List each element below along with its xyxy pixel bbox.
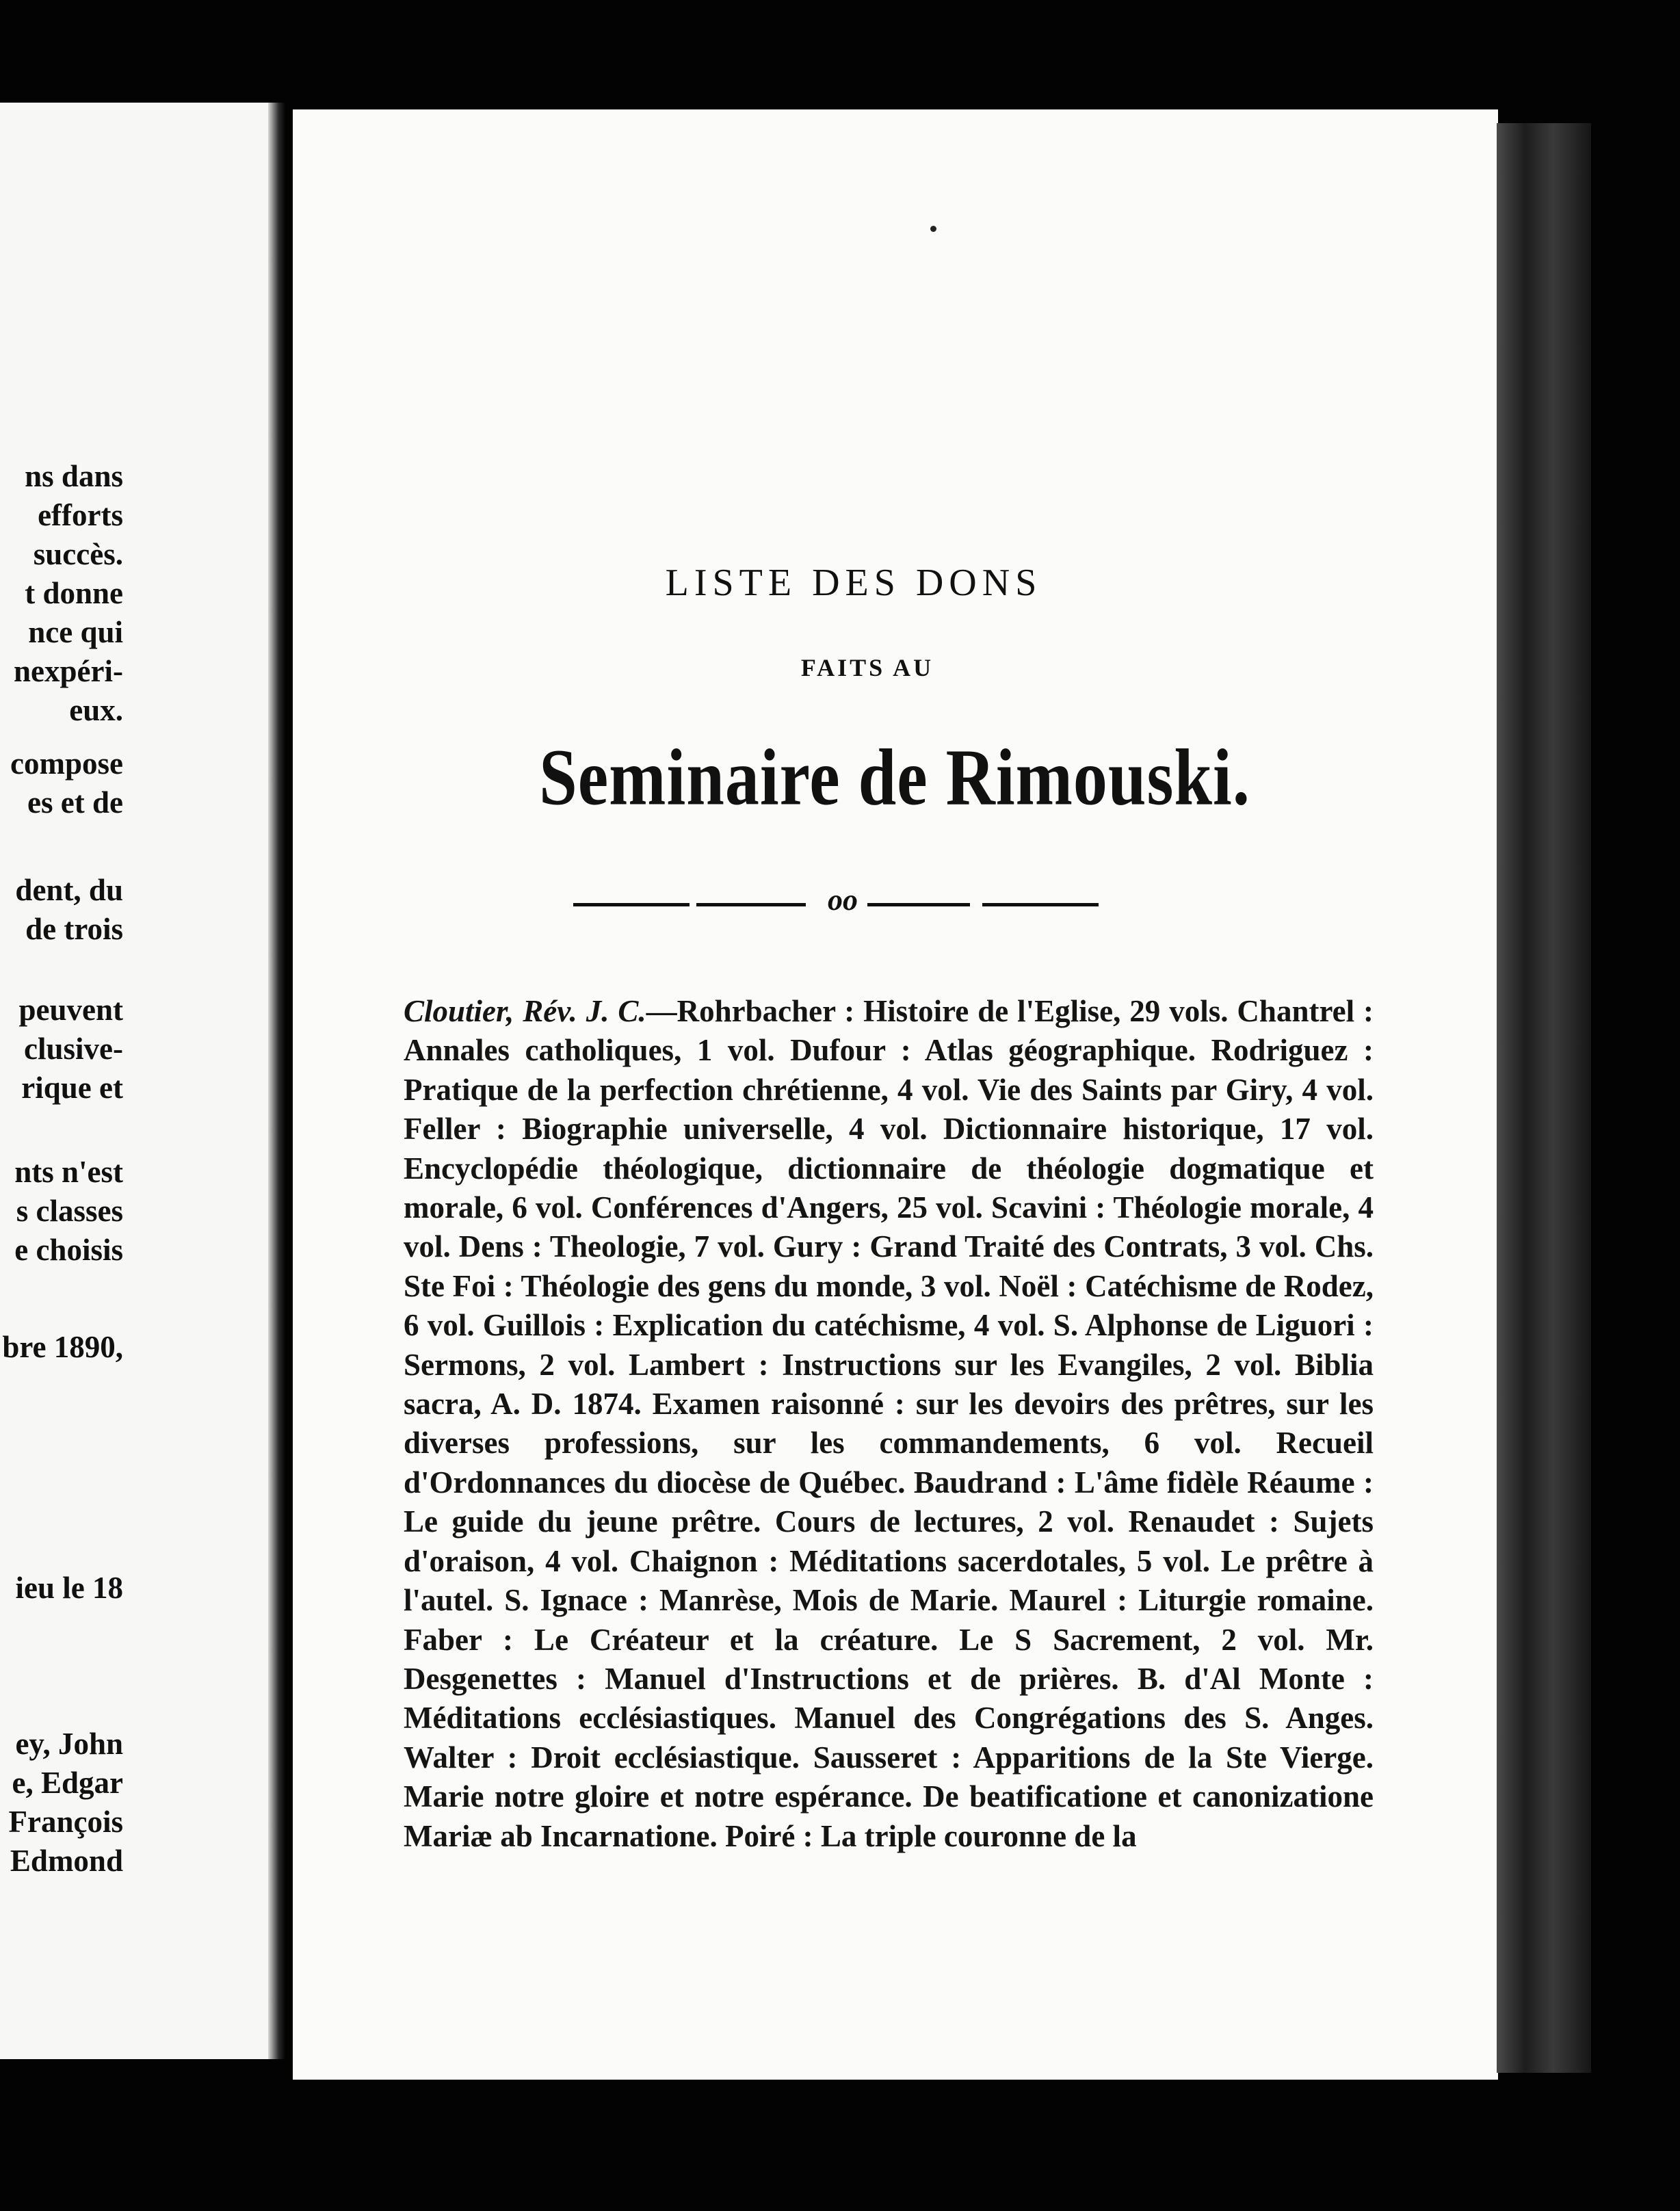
left-line: clusive- [24, 1032, 123, 1066]
left-line: ns dans [25, 459, 123, 493]
left-line: compose [10, 746, 123, 781]
left-line: e choisis [14, 1233, 123, 1267]
left-line: de trois [25, 912, 123, 946]
left-line: rique et [21, 1071, 123, 1105]
left-line: nce qui [28, 615, 123, 649]
left-line: nexpéri- [14, 654, 123, 688]
left-line: ieu le 18 [15, 1571, 123, 1605]
main-page [293, 109, 1498, 2080]
title-liste-des-dons: LISTE DES DONS [665, 562, 1042, 604]
left-line: eux. [69, 693, 123, 727]
left-line: François [8, 1805, 123, 1839]
title-seminaire: Seminaire de Rimouski. [539, 732, 1250, 822]
rule-segment [696, 903, 806, 906]
rule-segment [573, 903, 690, 906]
donation-items: —Rohrbacher : Histoire de l'Eglise, 29 vols. Chantrel : Annales catholiques, 1 vol. Dufour : Atlas géographique. Rodriguez : Pratique de la perfection chrétienne, 4 vol. Vie des Saints par Giry, 4 vol. Feller : Biographie universelle, 4 vol. Dictionnaire historique, 17 vol. Encyclopédie théologique, dictionnaire de théologie dogmatique et morale, 6 vol. Conférences d'Angers, 25 vol. Scavini : Théologie morale, 4 vol. Dens : Theologie, 7 vol. Gury : Grand Traité des Contrats, 3 vol. Chs. Ste Foi : Théologie des gens du monde, 3 vol. Noël : Catéchisme de Rodez, 6 vol. Guillois : Explication du catéchisme, 4 vol. S. Alphonse de Liguori : Sermons, 2 vol. Lambert : Instructions sur les Evangiles, 2 vol. Biblia sacra, A. D. 1874. Examen raisonné : sur les devoirs des prêtres, sur les diverses professions, sur les commandements, 6 vol. Recueil d'Ordonnances du diocèse de Québec. Baudrand : L'âme fidèle Réaume : Le guide du jeune prêtre. Cours de lectures, 2 vol. Renaudet : Sujets d'oraison, 4 vol. Chaignon : Méditations sacerdotales, 5 vol. Le prêtre à l'autel. S. Ignace : Manrèse, Mois de Marie. Maurel : Liturgie romaine. Faber : Le Créateur et la créature. Le S Sacrement, 2 vol. Mr. Desgenettes : Manuel d'Instructions et de prières. B. d'Al Monte : Méditations ecclésiastiques. Manuel des Congrégations des S. Anges. Walter : Droit ecclésiastique. Sausseret : Apparitions de la Ste Vierge. Marie notre gloire et notre espérance. De beatificatione et canonizatione Mariæ ab Incarnatione. Poiré : La triple couronne de la [404, 994, 1374, 1853]
page-edge [1497, 123, 1591, 2073]
left-page-text [0, 103, 272, 2059]
left-line: dent, du [15, 873, 123, 907]
donation-list-text [404, 992, 1374, 1856]
left-line: succès. [33, 537, 123, 571]
rule-segment [867, 903, 970, 906]
left-line: bre 1890, [2, 1330, 123, 1364]
left-line: peuvent [18, 993, 123, 1027]
left-line: t donne [25, 576, 123, 610]
donor-name: Cloutier, Rév. J. C. [404, 994, 646, 1028]
ornament-rule [573, 883, 1100, 918]
left-line: e, Edgar [12, 1766, 123, 1800]
left-line: ey, John [15, 1727, 123, 1761]
rule-segment [982, 903, 1099, 906]
ink-dot [930, 226, 936, 232]
left-page [0, 103, 272, 2059]
book-gutter [268, 103, 286, 2059]
left-line: es et de [27, 785, 123, 820]
left-line: s classes [16, 1194, 123, 1228]
title-faits-au: FAITS AU [800, 654, 934, 681]
left-line: efforts [38, 498, 123, 532]
left-line: Edmond [10, 1844, 123, 1878]
ornament-glyph: oo [828, 883, 858, 917]
left-line: nts n'est [14, 1155, 123, 1189]
